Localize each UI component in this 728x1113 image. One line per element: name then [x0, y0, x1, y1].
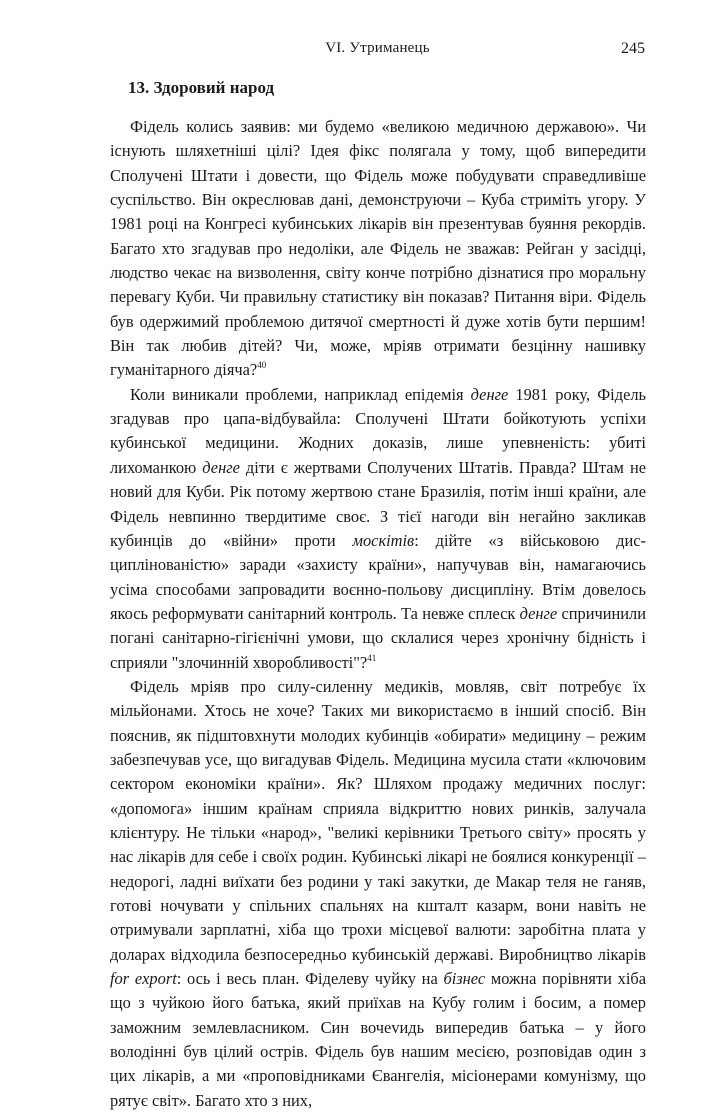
- italic-term: денге: [202, 457, 240, 477]
- text-run: можна порівняти хіба що з чуйкою його батька, який приїхав на Кубу голим і босим, а помер заможним землевласником. Син вочеvидь випередив батька – у його володінні був цілий острів. Фідель був нашим месією, розповідав один з цих лікарів, а ми «проповідниками Євангелія, місіонерами комунізму, що рятує світ». Багато хто з них,: [110, 969, 646, 1110]
- paragraph: [110, 115, 646, 383]
- running-head-title: VI. Утриманець: [325, 40, 430, 56]
- paragraph: [110, 383, 646, 675]
- text-run: Фідель мріяв про силу-силенну медиків, мовляв, світ потребує їх мільйонами. Хтось не хоче? Таких ми використаємо в інший спосіб. Він пояснив, як підштовхнути молодих кубинців «обирати» медицину – режим забезпечував усе, що вигадував Фідель. Медицина мусила стати «ключовим сектором економіки країни». Як? Шляхом продажу медичних послуг: «допомога» іншим країнам сприяла відкриттю нових ринків, залучала клієнтуру. Не тільки «народ», "великі керівники Третього світу» просять у нас лікарів для себе і своїх родин. Кубинські лікарі не боялися конкуренції – недорогі, ладні виїхати без родини у такі закутки, де Макар теля не ганяв, готові ночувати у спільних спальнях на кшталт казарм, вони навіть не отримували зарплатні, хіба що трохи місцевої валюти: заробітна плата у доларах відходила безпосередньо кубинській державі. Виробництво лікарів: [110, 676, 646, 964]
- footnote-ref: 41: [367, 652, 377, 663]
- text-run: діти є жертвами Сполучених Штатів. Правда? Штам не новий для Куби. Рік потому жертвою стане Бразилія, потім інші країни, але Фідель невпинно твердитиме своє. З тієї нагоди він негайно закликав кубинців до «війни» проти: [110, 457, 646, 550]
- running-head: [110, 40, 645, 64]
- italic-term: денге: [470, 384, 509, 404]
- body-text: [110, 115, 646, 1113]
- text-run: : ось і весь план. Фіделеву чуйку на: [176, 969, 444, 989]
- text-run: : дійте «з військовою дисциплінованістю» заради «захисту країни», напучував він, намагаючись усіма способами запровадити воєнно-польову дисципліну. Втім довелось якось реформувати санітарний контроль. Та невже сплеск: [110, 530, 647, 623]
- paragraph: [110, 675, 646, 1113]
- page-number: 245: [621, 40, 645, 57]
- text-run: Коли виникали проблеми, наприклад епідемія: [130, 384, 471, 404]
- italic-term: for export: [110, 969, 177, 989]
- text-run: Фідель колись заявив: ми будемо «великою медичною державою». Чи існують шляхетніші цілі? Ідея фікс полягала у тому, щоб випередити Сполучені Штати і довести, що Фідель може побудувати справедливіше суспільство. Він окреслював дані, демонструючи – Куба стриміть угору. У 1981 році на Конгресі кубинських лікарів він презентував буяння рекордів. Багато хто згадував про недоліки, але Фідель не зважав: Рейган у засідці, людство чекає на визволення, світу конче потрібно дізнатися про моральну перевагу Куби. Чи правильну статистику він показав? Питання віри. Фідель був одержимий проблемою дитячої смертності й дуже хотів бути першим! Він так любив дітей? Чи, може, мріяв отримати безцінну нашивку гуманітарного діяча?: [110, 117, 646, 380]
- italic-term: москітів: [352, 530, 415, 550]
- section-heading: 13. Здоровий народ: [128, 78, 275, 97]
- footnote-ref: 40: [257, 360, 267, 371]
- italic-term: денге: [519, 603, 558, 623]
- italic-term: бізнес: [443, 969, 486, 989]
- text-run: спричинили погані санітарно-гігієнічні умови, що склалися через хронічну бідність і сприяли "злочинній хворобливості"?: [110, 603, 646, 672]
- text-run: 1981 року, Фідель згадував про цапа-відбувайла: Сполучені Штати бойкотують успіхи кубинської медицини. Жодних доказів, лише упевненість: убиті лихоманкою: [110, 384, 646, 477]
